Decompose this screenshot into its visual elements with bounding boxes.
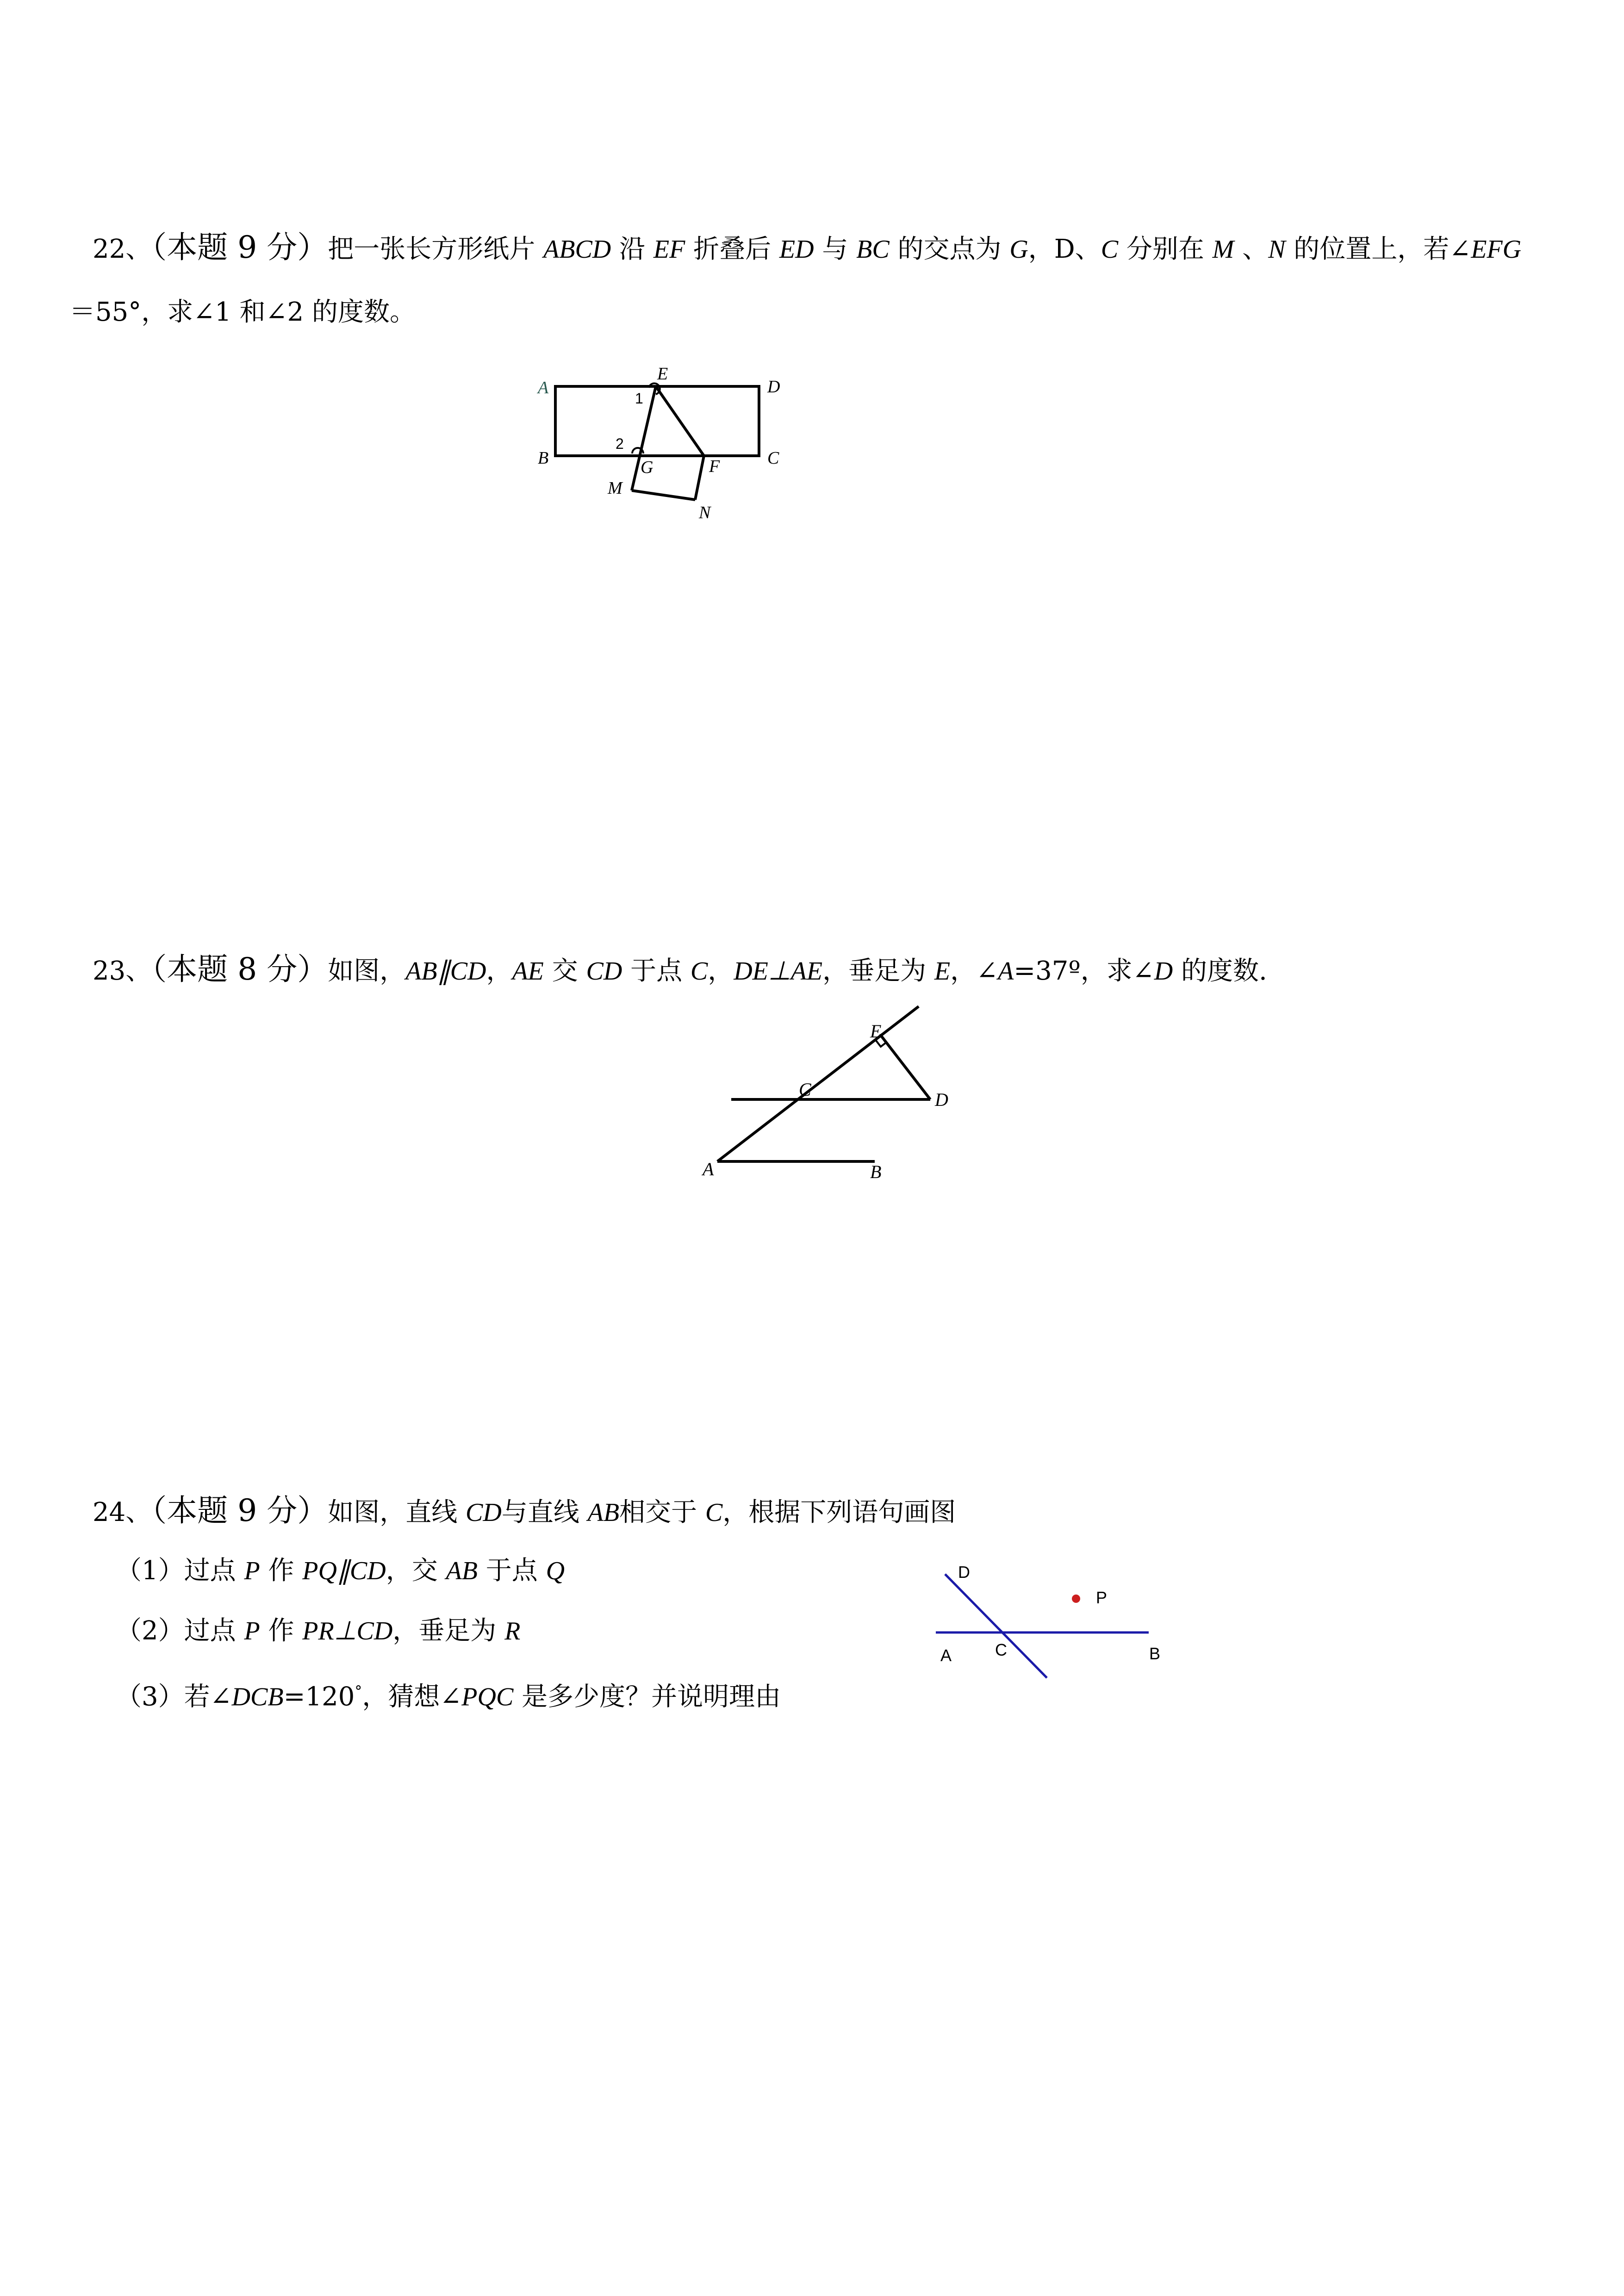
q22-label-2: 2 (616, 435, 624, 452)
q22-number: 22、 (93, 234, 152, 264)
q23-marks: （本题 8 分） (151, 951, 328, 987)
q22-line2: ＝55°，求∠1 和∠2 的度数。 (69, 297, 416, 327)
q22-label-F: F (709, 457, 720, 476)
q24-marks: （本题 9 分） (151, 1493, 328, 1528)
q24-label-D: D (958, 1563, 970, 1582)
q22-marks: （本题 9 分） (151, 230, 328, 265)
q23-label-B: B (870, 1161, 882, 1182)
q23-figure (685, 995, 963, 1198)
q23-line1: 23、（本题 8 分）如图，AB∥CD，AE 交 CD 于点 C，DE⊥AE，垂足为 E，∠A=37º，求∠D 的度数. (93, 951, 1267, 987)
q23-label-A: A (703, 1159, 714, 1179)
q22-segment-EF (656, 386, 704, 456)
q22-label-M: M (608, 478, 622, 498)
q22-label-C: C (767, 448, 779, 468)
q24-step3: （3）若∠DCB=120°，猜想∠PQC 是多少度？并说明理由 (116, 1682, 781, 1712)
q24-line1: 24、（本题 9 分）如图，直线 CD与直线 AB相交于 C，根据下列语句画图 (93, 1493, 956, 1528)
q22-figure (528, 356, 805, 537)
q22-line1: 22、（本题 9 分）把一张长方形纸片 ABCD 沿 EF 折叠后 ED 与 BC 的交点为 G，D、C 分别在 M 、N 的位置上，若∠EFG (93, 230, 1522, 265)
q24-figure (926, 1559, 1185, 1698)
q22-segment-NF (695, 456, 704, 500)
q24-label-P: P (1096, 1588, 1108, 1607)
q23-label-C: C (799, 1079, 811, 1100)
q22-label-G: G (641, 458, 653, 477)
q22-label-A: A (538, 378, 549, 397)
q23-label-D: D (935, 1089, 948, 1110)
q24-step1: （1）过点 P 作 PQ∥CD，交 AB 于点 Q (116, 1556, 565, 1586)
q24-point-P (1072, 1595, 1080, 1603)
q24-number: 24、 (93, 1497, 152, 1527)
q22-label-B: B (538, 448, 549, 468)
q22-rectangle (555, 386, 759, 456)
q22-label-N: N (699, 503, 711, 522)
q24-line-CD (945, 1574, 1047, 1678)
q24-label-A: A (940, 1646, 952, 1665)
q22-label-1: 1 (635, 390, 643, 407)
q22-label-E: E (657, 364, 668, 384)
q24-label-C: C (995, 1640, 1007, 1659)
q22-segment-MN (632, 490, 695, 500)
q23-line-AE (717, 1006, 919, 1161)
q23-number: 23、 (93, 956, 152, 986)
q23-label-E: E (870, 1021, 882, 1042)
q22-label-D: D (767, 377, 780, 397)
q24-step2: （2）过点 P 作 PR⊥CD，垂足为 R (116, 1616, 521, 1646)
q24-label-B: B (1149, 1644, 1161, 1663)
q23-segment-DE (882, 1036, 930, 1099)
